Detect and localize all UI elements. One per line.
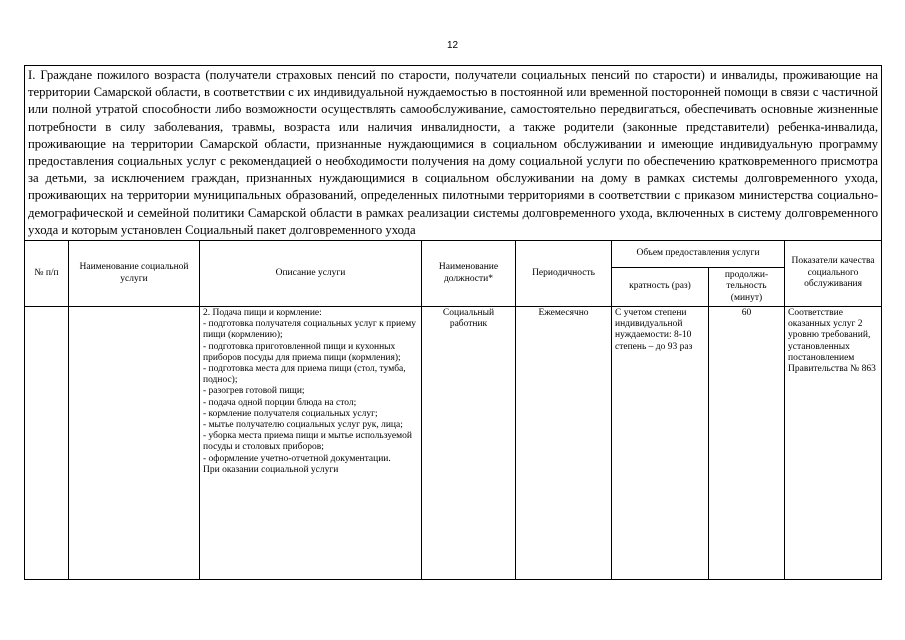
category-description: I. Граждане пожилого возраста (получатели страховых пенсий по старости, получатели социальных пенсий по старости) и инвалиды, проживающие на территории Самарской области, в соответствии с их индивидуальной нуждаемостью в постоянной или временной посторонней помощи в связи с частичной или полной утратой способности либо возможности осуществлять самообслуживание, самостоятельно передвигаться, обеспечивать основные жизненные потребности в силу заболевания, травмы, возраста или наличия инвалидности, а также родители (законные представители) ребенка-инвалида, проживающие на территории Самарской области, признанные нуждающимися в социальном обслуживании и имеющие индивидуальную программу предоставления социальных услуг с рекомендацией о необходимости получения на дому социальной услуги по обеспечению кратковременного присмотра за детьми, за исключением граждан, признанных нуждающимися в социальном обслуживании на дому в рамках системы долговременного ухода, проживающих на территории муниципальных образований, определенных пилотными территориями в соответствии с приказом министерства социально-демографической и семейной политики Самарской области в рамках реализации системы долговременного ухода, включенных в систему долговременного ухода и которым установлен Социальный пакет долговременного ухода	[25, 66, 882, 241]
header-frequency: кратность (раз)	[612, 268, 709, 307]
table-row	[25, 307, 882, 580]
description-item: - подготовка получателя социальных услуг к приему пищи (кормлению);	[203, 319, 417, 341]
page-number: 12	[446, 40, 459, 51]
intro-row	[25, 66, 882, 241]
description-item: - разогрев готовой пищи;	[203, 386, 305, 397]
description-item: - мытье получателю социальных услуг рук, лица;	[203, 420, 403, 431]
header-description: Описание услуги	[200, 241, 422, 307]
description-item: - подготовка приготовленной пищи и кухонных приборов посуды для приема пищи (кормления);	[203, 341, 401, 363]
description-item: - кормление получателя социальных услуг;	[203, 408, 378, 419]
row-quality: Соответствие оказанных услуг 2 уровню требований, установленных постановлением Правительства № 863	[785, 307, 882, 580]
services-table	[24, 65, 882, 580]
row-periodicity: Ежемесячно	[516, 307, 612, 580]
row-description	[200, 307, 422, 580]
row-duration: 60	[709, 307, 785, 580]
header-periodicity: Периодичность	[516, 241, 612, 307]
header-duration: продолжи-тельность (минут)	[709, 268, 785, 307]
description-title: 2. Подача пищи и кормление:	[203, 308, 322, 319]
header-num: № п/п	[25, 241, 69, 307]
description-item: - подача одной порции блюда на стол;	[203, 397, 357, 408]
header-position: Наименование должности*	[422, 241, 516, 307]
description-item: - уборка места приема пищи и мытье используемой посуды и столовых приборов;	[203, 431, 412, 453]
row-position: Социальный работник	[422, 307, 516, 580]
header-quality: Показатели качества социального обслуживания	[785, 241, 882, 307]
row-num	[25, 307, 69, 580]
row-service-name	[69, 307, 200, 580]
row-frequency: С учетом степени индивидуальной нуждаемости: 8-10 степень – до 93 раз	[612, 307, 709, 580]
description-item: При оказании социальной услуги	[203, 464, 339, 475]
description-item: - оформление учетно-отчетной документации.	[203, 453, 391, 464]
header-service-name: Наименование социальной услуги	[69, 241, 200, 307]
header-row	[25, 241, 882, 268]
header-volume: Объем предоставления услуги	[612, 241, 785, 268]
description-item: - подготовка места для приема пищи (стол, тумба, поднос);	[203, 364, 406, 386]
